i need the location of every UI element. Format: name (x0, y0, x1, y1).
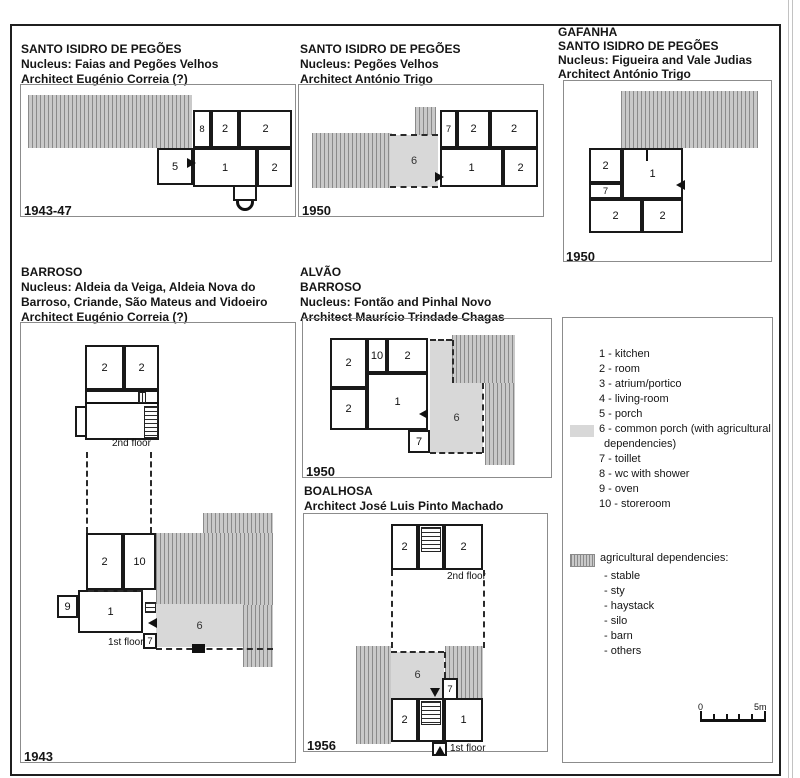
dashed-line (391, 651, 444, 653)
date-label-barroso: 1943 (24, 749, 53, 764)
door-arrow (419, 409, 428, 419)
common-porch-area-6: 6 (391, 652, 444, 698)
scan-artifact-line (792, 0, 793, 778)
common-porch-area (430, 340, 452, 383)
scale-label-0: 0 (698, 702, 704, 712)
common-porch-area-6: 6 (390, 135, 438, 187)
scale-tick (751, 714, 753, 719)
panel-title-gafanha: Architect António Trigo (558, 67, 691, 81)
room (75, 406, 87, 437)
panel-title-pegoes-faias: SANTO ISIDRO DE PEGÕES (21, 42, 182, 56)
agricultural-dependency-area (156, 533, 273, 605)
room-7: 7 (442, 678, 458, 700)
dashed-line (391, 570, 393, 648)
room-1: 1 (193, 148, 257, 187)
panel-title-alvao: ALVÃO (300, 265, 342, 279)
panel-title-barroso: Nucleus: Aldeia da Veiga, Aldeia Nova do (21, 280, 256, 294)
legend-item: 9 - oven (599, 483, 639, 495)
door-arrow (435, 172, 444, 182)
dashed-line (430, 339, 452, 341)
room-9: 9 (57, 595, 78, 618)
room-2: 2 (85, 345, 124, 390)
floor-label: 1st floor (450, 743, 486, 754)
dashed-line (150, 452, 152, 533)
agricultural-dependency-area (28, 95, 192, 148)
room-2: 2 (330, 388, 367, 430)
room-7: 7 (408, 430, 430, 453)
stairs (145, 602, 156, 613)
room-2: 2 (239, 110, 292, 148)
agricultural-dependency-area (356, 646, 391, 744)
room-2: 2 (589, 148, 622, 183)
room-1: 1 (622, 148, 683, 199)
room-2: 2 (444, 524, 483, 570)
room-2: 2 (124, 345, 159, 390)
wall-segment (85, 402, 159, 404)
agricultural-dependency-area (485, 383, 515, 465)
panel-title-gafanha: GAFANHA (558, 25, 618, 39)
door-arrow (430, 688, 440, 697)
room-2: 2 (86, 533, 123, 590)
door-arrow (187, 158, 196, 168)
common-porch-area-6: 6 (156, 604, 243, 647)
legend-item: 5 - porch (599, 408, 643, 420)
panel-title-alvao: Architect Maurício Trindade Chagas (300, 310, 505, 324)
agricultural-dependency-area (621, 91, 758, 148)
date-label-boalhosa: 1956 (307, 738, 336, 753)
stairs (138, 392, 146, 403)
legend-item: 6 - common porch (with agricultural (599, 423, 771, 435)
agricultural-dependency-area (415, 107, 436, 135)
room-2: 2 (490, 110, 538, 148)
legend-item: 10 - storeroom (599, 498, 671, 510)
legend-item: 1 - kitchen (599, 348, 650, 360)
room-5: 5 (157, 148, 193, 185)
date-label-gafanha: 1950 (566, 249, 595, 264)
dashed-line (88, 590, 143, 592)
dashed-line (483, 570, 485, 648)
dashed-line (390, 134, 438, 136)
panel-title-barroso: Architect Eugénio Correia (?) (21, 310, 188, 324)
dashed-line (452, 340, 454, 383)
panel-title-pegoes-faias: Architect Eugénio Correia (?) (21, 72, 188, 86)
door-arrow (435, 746, 445, 755)
panel-title-alvao: BARROSO (300, 280, 362, 294)
room-2: 2 (589, 199, 642, 233)
legend-item: 7 - toillet (599, 453, 641, 465)
panel-title-pegoes-velhos: SANTO ISIDRO DE PEGÕES (300, 42, 461, 56)
room-1: 1 (440, 148, 503, 187)
dashed-line (86, 452, 88, 533)
room-2: 2 (257, 148, 292, 187)
dashed-line (430, 452, 482, 454)
room-2: 2 (391, 524, 418, 570)
legend-agri-title: agricultural dependencies: (600, 552, 729, 564)
legend-hatch-swatch (570, 554, 595, 567)
scale-tick (738, 714, 740, 719)
scale-bar-baseline (700, 719, 766, 722)
date-label-alvao: 1950 (306, 464, 335, 479)
scale-label-5m: 5m (754, 702, 767, 712)
legend-agri-item: - barn (604, 630, 633, 642)
legend-item: 3 - atrium/portico (599, 378, 682, 390)
floor-label: 2nd floor (112, 438, 151, 449)
door-arrow (676, 180, 685, 190)
floor-label: 2nd floor (447, 571, 486, 582)
dashed-line (390, 186, 438, 188)
scale-tick (713, 714, 715, 719)
wall-segment (646, 150, 648, 161)
room-2: 2 (330, 338, 367, 388)
dashed-line (156, 648, 273, 650)
date-label-pegoes-velhos: 1950 (302, 203, 331, 218)
agricultural-dependency-area (243, 605, 273, 667)
room-7: 7 (143, 633, 157, 649)
legend-agri-item: - stable (604, 570, 641, 582)
panel-title-boalhosa: Architect José Luis Pinto Machado (304, 499, 504, 513)
scale-tick (700, 711, 702, 719)
room-7: 7 (589, 183, 622, 199)
panel-title-boalhosa: BOALHOSA (304, 484, 373, 498)
legend-gray-swatch (570, 425, 594, 437)
common-porch-area-6: 6 (430, 383, 483, 453)
stairs (144, 406, 158, 438)
scan-artifact-line (788, 0, 789, 778)
room-2: 2 (387, 338, 428, 373)
door-arrow (148, 618, 157, 628)
room-8: 8 (193, 110, 211, 148)
stairs (421, 527, 441, 552)
panel-title-gafanha: Nucleus: Figueira and Vale Judias (558, 53, 753, 67)
scale-tick (726, 714, 728, 719)
legend-item: 8 - wc with shower (599, 468, 690, 480)
panel-title-alvao: Nucleus: Fontão and Pinhal Novo (300, 295, 492, 309)
agricultural-dependency-area (312, 133, 392, 188)
floor-label: 1st floor (108, 637, 144, 648)
stairs (421, 701, 441, 725)
legend-agri-item: - sty (604, 585, 625, 597)
room-2: 2 (457, 110, 490, 148)
wall-segment (192, 644, 205, 653)
legend-item: 2 - room (599, 363, 640, 375)
room-7: 7 (440, 110, 457, 148)
legend-item: dependencies) (604, 438, 677, 450)
panel-title-pegoes-velhos: Nucleus: Pegões Velhos (300, 57, 439, 71)
room-2: 2 (503, 148, 538, 187)
scale-tick (764, 711, 766, 719)
legend-agri-item: - others (604, 645, 642, 657)
panel-title-gafanha: SANTO ISIDRO DE PEGÕES (558, 39, 719, 53)
room-10: 10 (123, 533, 156, 590)
room-2: 2 (211, 110, 239, 148)
room-1: 1 (78, 590, 143, 633)
panel-title-barroso: BARROSO (21, 265, 83, 279)
legend-agri-item: - haystack (604, 600, 655, 612)
room (233, 185, 257, 201)
panel-title-pegoes-faias: Nucleus: Faias and Pegões Velhos (21, 57, 219, 71)
room-2: 2 (391, 698, 418, 742)
agricultural-dependency-area (452, 335, 515, 383)
room-10: 10 (367, 338, 387, 373)
agricultural-dependency-area (203, 513, 273, 533)
panel-title-barroso: Barroso, Criande, São Mateus and Vidoeiro (21, 295, 268, 309)
legend-agri-item: - silo (604, 615, 628, 627)
panel-title-pegoes-velhos: Architect António Trigo (300, 72, 433, 86)
room-2: 2 (642, 199, 683, 233)
room-1: 1 (444, 698, 483, 742)
room-1: 1 (367, 373, 428, 430)
date-label-pegoes-faias: 1943-47 (24, 203, 72, 218)
legend-item: 4 - living-room (599, 393, 669, 405)
dashed-line (482, 383, 484, 453)
